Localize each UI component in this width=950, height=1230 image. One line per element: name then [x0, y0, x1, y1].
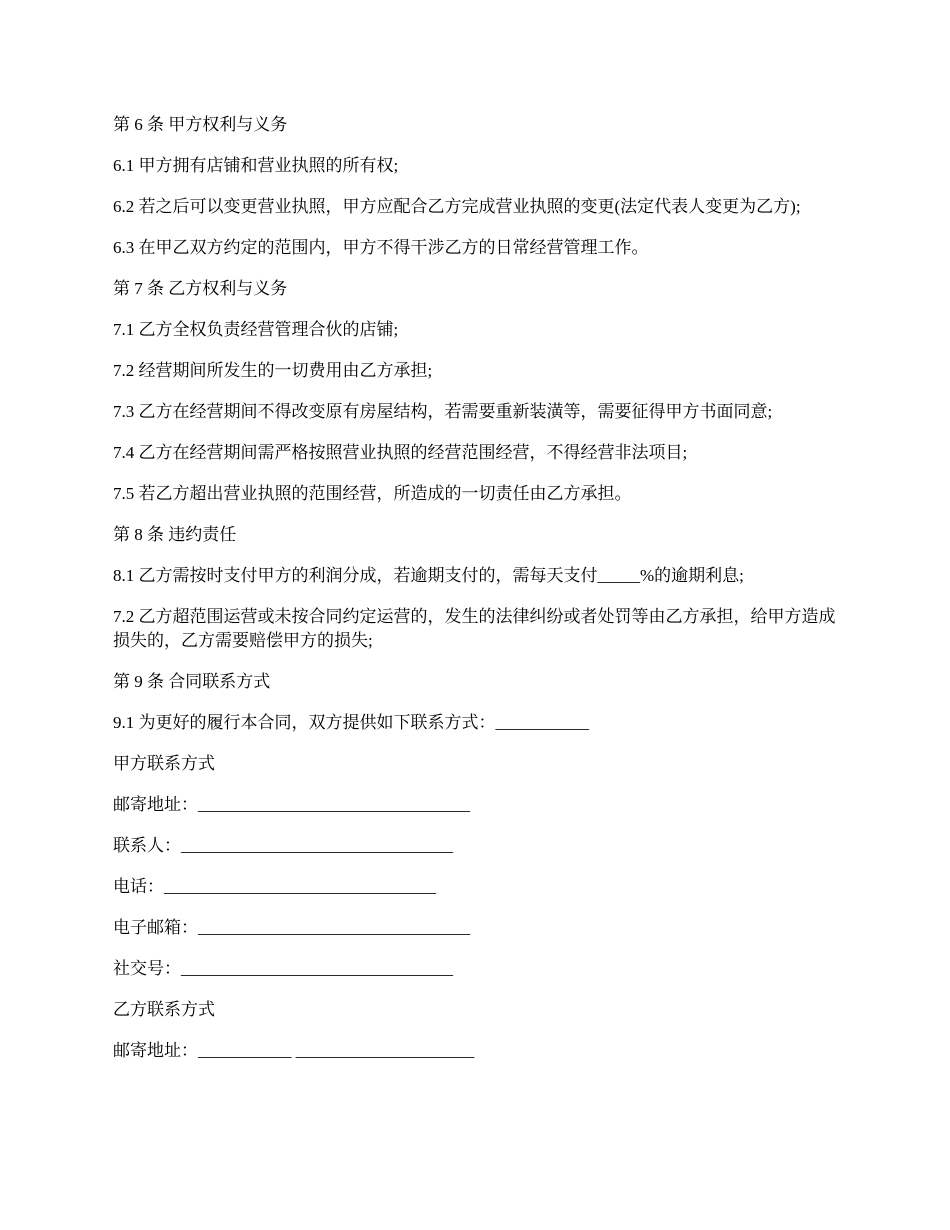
clause-7-5: 7.5 若乙方超出营业执照的范围经营，所造成的一切责任由乙方承担。 — [113, 484, 632, 503]
clause-6-2: 6.2 若之后可以变更营业执照，甲方应配合乙方完成营业执照的变更(法定代表人变更为乙方); — [113, 197, 801, 216]
article-7-heading: 第 7 条 乙方权利与义务 — [113, 279, 288, 298]
clause-7-4: 7.4 乙方在经营期间需严格按照营业执照的经营范围经营，不得经营非法项目; — [113, 443, 688, 462]
party-a-contact-heading: 甲方联系方式 — [113, 754, 215, 773]
party-a-social-id: 社交号：________________________________ — [113, 959, 453, 978]
party-a-contact-person: 联系人：________________________________ — [113, 836, 453, 855]
clause-7-2: 7.2 经营期间所发生的一切费用由乙方承担; — [113, 361, 433, 380]
party-b-contact-heading: 乙方联系方式 — [113, 1000, 215, 1019]
clause-6-3: 6.3 在甲乙双方约定的范围内，甲方不得干涉乙方的日常经营管理工作。 — [113, 238, 649, 257]
clause-8-2: 7.2 乙方超范围运营或未按合同约定运营的，发生的法律纠纷或者处罚等由乙方承担，给甲方造成损失的，乙方需要赔偿甲方的损失; — [113, 607, 836, 650]
clause-7-1: 7.1 乙方全权负责经营管理合伙的店铺; — [113, 320, 399, 339]
clause-9-1: 9.1 为更好的履行本合同，双方提供如下联系方式：___________ — [113, 713, 589, 732]
clause-7-3: 7.3 乙方在经营期间不得改变原有房屋结构，若需要重新装潢等，需要征得甲方书面同意; — [113, 402, 773, 421]
article-9-heading: 第 9 条 合同联系方式 — [113, 672, 271, 691]
party-a-mailing-address: 邮寄地址：________________________________ — [113, 795, 470, 814]
article-8-heading: 第 8 条 违约责任 — [113, 525, 237, 544]
clause-6-1: 6.1 甲方拥有店铺和营业执照的所有权; — [113, 156, 399, 175]
article-6-heading: 第 6 条 甲方权利与义务 — [113, 115, 288, 134]
party-a-email: 电子邮箱：________________________________ — [113, 918, 470, 937]
clause-8-1: 8.1 乙方需按时支付甲方的利润分成，若逾期支付的，需每天支付_____%的逾期利息; — [113, 566, 744, 585]
document-body — [113, 113, 843, 1080]
party-b-mailing-address: 邮寄地址：___________ _____________________ — [113, 1041, 475, 1060]
party-a-phone: 电话：________________________________ — [113, 877, 436, 896]
